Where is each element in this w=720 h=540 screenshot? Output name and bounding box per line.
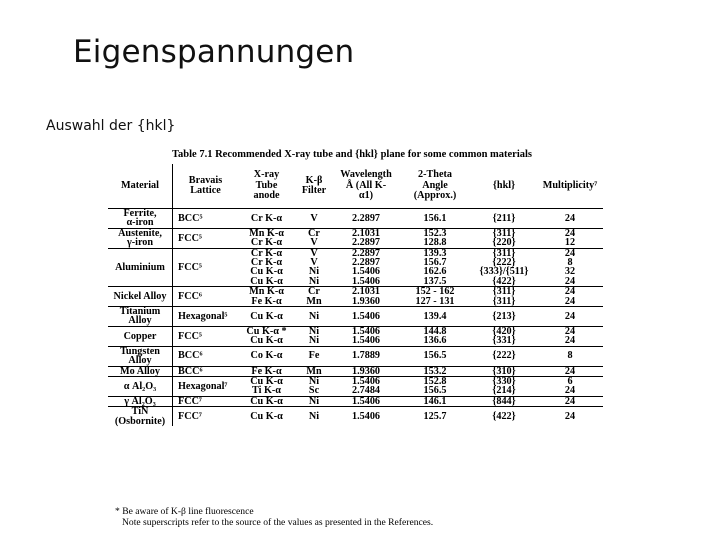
cell-lattice: Hexagonal⁷ (173, 376, 239, 396)
cell-multiplicity: 24 (537, 307, 603, 327)
cell-material: Mo Alloy (108, 366, 173, 376)
cell-material: TiN (Osbornite) (108, 407, 173, 426)
cell-angle: 153.2 (399, 366, 471, 376)
cell-filter: Cr V (295, 228, 333, 248)
cell-hkl: {311} {311} (471, 287, 537, 307)
table-notes (115, 506, 433, 528)
cell-hkl: {213} (471, 307, 537, 327)
cell-multiplicity: 24 24 (537, 287, 603, 307)
cell-wavelength: 2.2897 (351, 212, 380, 224)
cell-material: γ Al₂O₃ (108, 396, 173, 406)
cell-multiplicity: 24 (537, 366, 603, 376)
cell-angle: 146.1 (399, 396, 471, 406)
cell-wavelength: 1.5406 (333, 407, 399, 426)
cell-lattice: FCC⁵ (173, 326, 239, 346)
cell-wavelength: 1.9360 (333, 366, 399, 376)
header-hkl: {hkl} (471, 164, 537, 209)
table-caption: Table 7.1 Recommended X-ray tube and {hkl} plane for some common materials (172, 149, 533, 160)
cell-tube: Mn K-α Fe K-α (238, 287, 295, 307)
cell-angle: 139.4 (399, 307, 471, 327)
cell-material: Titanium Alloy (108, 307, 173, 327)
cell-wavelength: 1.5406 (333, 307, 399, 327)
table-row (108, 366, 603, 376)
cell-wavelength: 2.1031 1.9360 (333, 287, 399, 307)
cell-material: α Al₂O₃ (108, 376, 173, 396)
cell-lattice: FCC⁶ (173, 287, 239, 307)
cell-multiplicity: 8 (537, 346, 603, 366)
cell-multiplicity: 24 24 (537, 326, 603, 346)
slide-subtitle: Auswahl der {hkl} (46, 118, 176, 134)
cell-angle: 156.5 (399, 346, 471, 366)
cell-hkl: {211} (492, 212, 516, 224)
cell-angle: 125.7 (399, 407, 471, 426)
note-fluorescence: * Be aware of K-β line fluorescence (115, 506, 254, 517)
cell-wavelength: 2.2897 2.2897 1.5406 1.5406 (333, 248, 399, 287)
table-row (108, 407, 603, 426)
cell-filter: V (310, 212, 318, 224)
table-header-row (108, 164, 603, 209)
cell-tube: Fe K-α (238, 366, 295, 376)
cell-filter: Mn (295, 366, 333, 376)
cell-filter: Fe (295, 346, 333, 366)
table-row (108, 228, 603, 248)
cell-tube: Mn K-α Cr K-α (238, 228, 295, 248)
cell-filter: Ni (295, 407, 333, 426)
table-row (108, 248, 603, 287)
cell-angle: 156.1 (423, 212, 447, 224)
cell-multiplicity: 6 24 (537, 376, 603, 396)
table-row (108, 209, 603, 229)
cell-wavelength: 1.5406 (333, 396, 399, 406)
table-row (108, 326, 603, 346)
cell-hkl: {844} (471, 396, 537, 406)
header-wavelength: Wavelength Å (All K- α1) (333, 164, 399, 209)
cell-lattice: FCC⁷ (173, 407, 239, 426)
cell-material: Tungsten Alloy (108, 346, 173, 366)
cell-lattice: BCC⁵ (173, 209, 239, 229)
table-body (108, 209, 603, 426)
header-material: Material (108, 164, 173, 209)
header-lattice: Bravais Lattice (173, 164, 239, 209)
cell-multiplicity: 24 (537, 396, 603, 406)
cell-hkl: {422} (471, 407, 537, 426)
cell-material: Nickel Alloy (108, 287, 173, 307)
cell-hkl: {330} {214} (471, 376, 537, 396)
cell-tube: Co K-α (238, 346, 295, 366)
cell-filter: Ni Ni (295, 326, 333, 346)
cell-hkl: {222} (471, 346, 537, 366)
table-row (108, 396, 603, 406)
cell-lattice: FCC⁵ (173, 248, 239, 287)
cell-material: Austenite, γ-iron (108, 228, 173, 248)
table-row (108, 287, 603, 307)
header-angle: 2-Theta Angle (Approx.) (399, 164, 471, 209)
cell-tube: Cu K-α (238, 396, 295, 406)
cell-angle: 152.3 128.8 (399, 228, 471, 248)
cell-multiplicity: 24 12 (537, 228, 603, 248)
cell-multiplicity: 24 (564, 212, 576, 224)
cell-angle: 152 - 162 127 - 131 (399, 287, 471, 307)
cell-multiplicity: 24 8 32 24 (537, 248, 603, 287)
cell-filter: Ni (295, 396, 333, 406)
cell-material: Ferrite, α-iron (123, 208, 157, 229)
cell-lattice: BCC⁶ (173, 366, 239, 376)
cell-filter: V V Ni Ni (295, 248, 333, 287)
slide-title: Eigenspannungen (73, 34, 355, 70)
cell-filter: Ni (295, 307, 333, 327)
cell-tube: Cu K-α Ti K-α (238, 376, 295, 396)
cell-lattice: Hexagonal⁵ (173, 307, 239, 327)
cell-angle: 139.3 156.7 162.6 137.5 (399, 248, 471, 287)
cell-tube: Cu K-α (238, 407, 295, 426)
header-filter: K-β Filter (295, 164, 333, 209)
cell-wavelength: 1.5406 2.7484 (333, 376, 399, 396)
table-row (108, 346, 603, 366)
cell-hkl: {310} (471, 366, 537, 376)
header-tube: X-ray Tube anode (238, 164, 295, 209)
cell-filter: Ni Sc (295, 376, 333, 396)
cell-hkl: {420} {331} (471, 326, 537, 346)
cell-filter: Cr Mn (295, 287, 333, 307)
note-superscripts: Note superscripts refer to the source of the values as presented in the References. (122, 517, 434, 528)
cell-lattice: BCC⁶ (173, 346, 239, 366)
cell-lattice: FCC⁵ (173, 228, 239, 248)
cell-hkl: {311} {222} {333}/{511} {422} (471, 248, 537, 287)
cell-wavelength: 1.5406 1.5406 (333, 326, 399, 346)
cell-lattice: FCC⁷ (173, 396, 239, 406)
cell-angle: 152.8 156.5 (399, 376, 471, 396)
cell-tube: Cr K-α Cr K-α Cu K-α Cu K-α (238, 248, 295, 287)
header-multiplicity: Multiplicity⁷ (537, 164, 603, 209)
table-row (108, 376, 603, 396)
materials-table (108, 164, 603, 426)
table-row (108, 307, 603, 327)
cell-tube: Cu K-α (238, 307, 295, 327)
cell-material: Copper (108, 326, 173, 346)
cell-hkl: {311} {220} (471, 228, 537, 248)
cell-tube: Cr K-α (250, 212, 283, 224)
cell-angle: 144.8 136.6 (399, 326, 471, 346)
cell-tube: Cu K-α * Cu K-α (238, 326, 295, 346)
cell-wavelength: 2.1031 2.2897 (333, 228, 399, 248)
cell-wavelength: 1.7889 (333, 346, 399, 366)
cell-multiplicity: 24 (537, 407, 603, 426)
cell-material: Aluminium (108, 248, 173, 287)
